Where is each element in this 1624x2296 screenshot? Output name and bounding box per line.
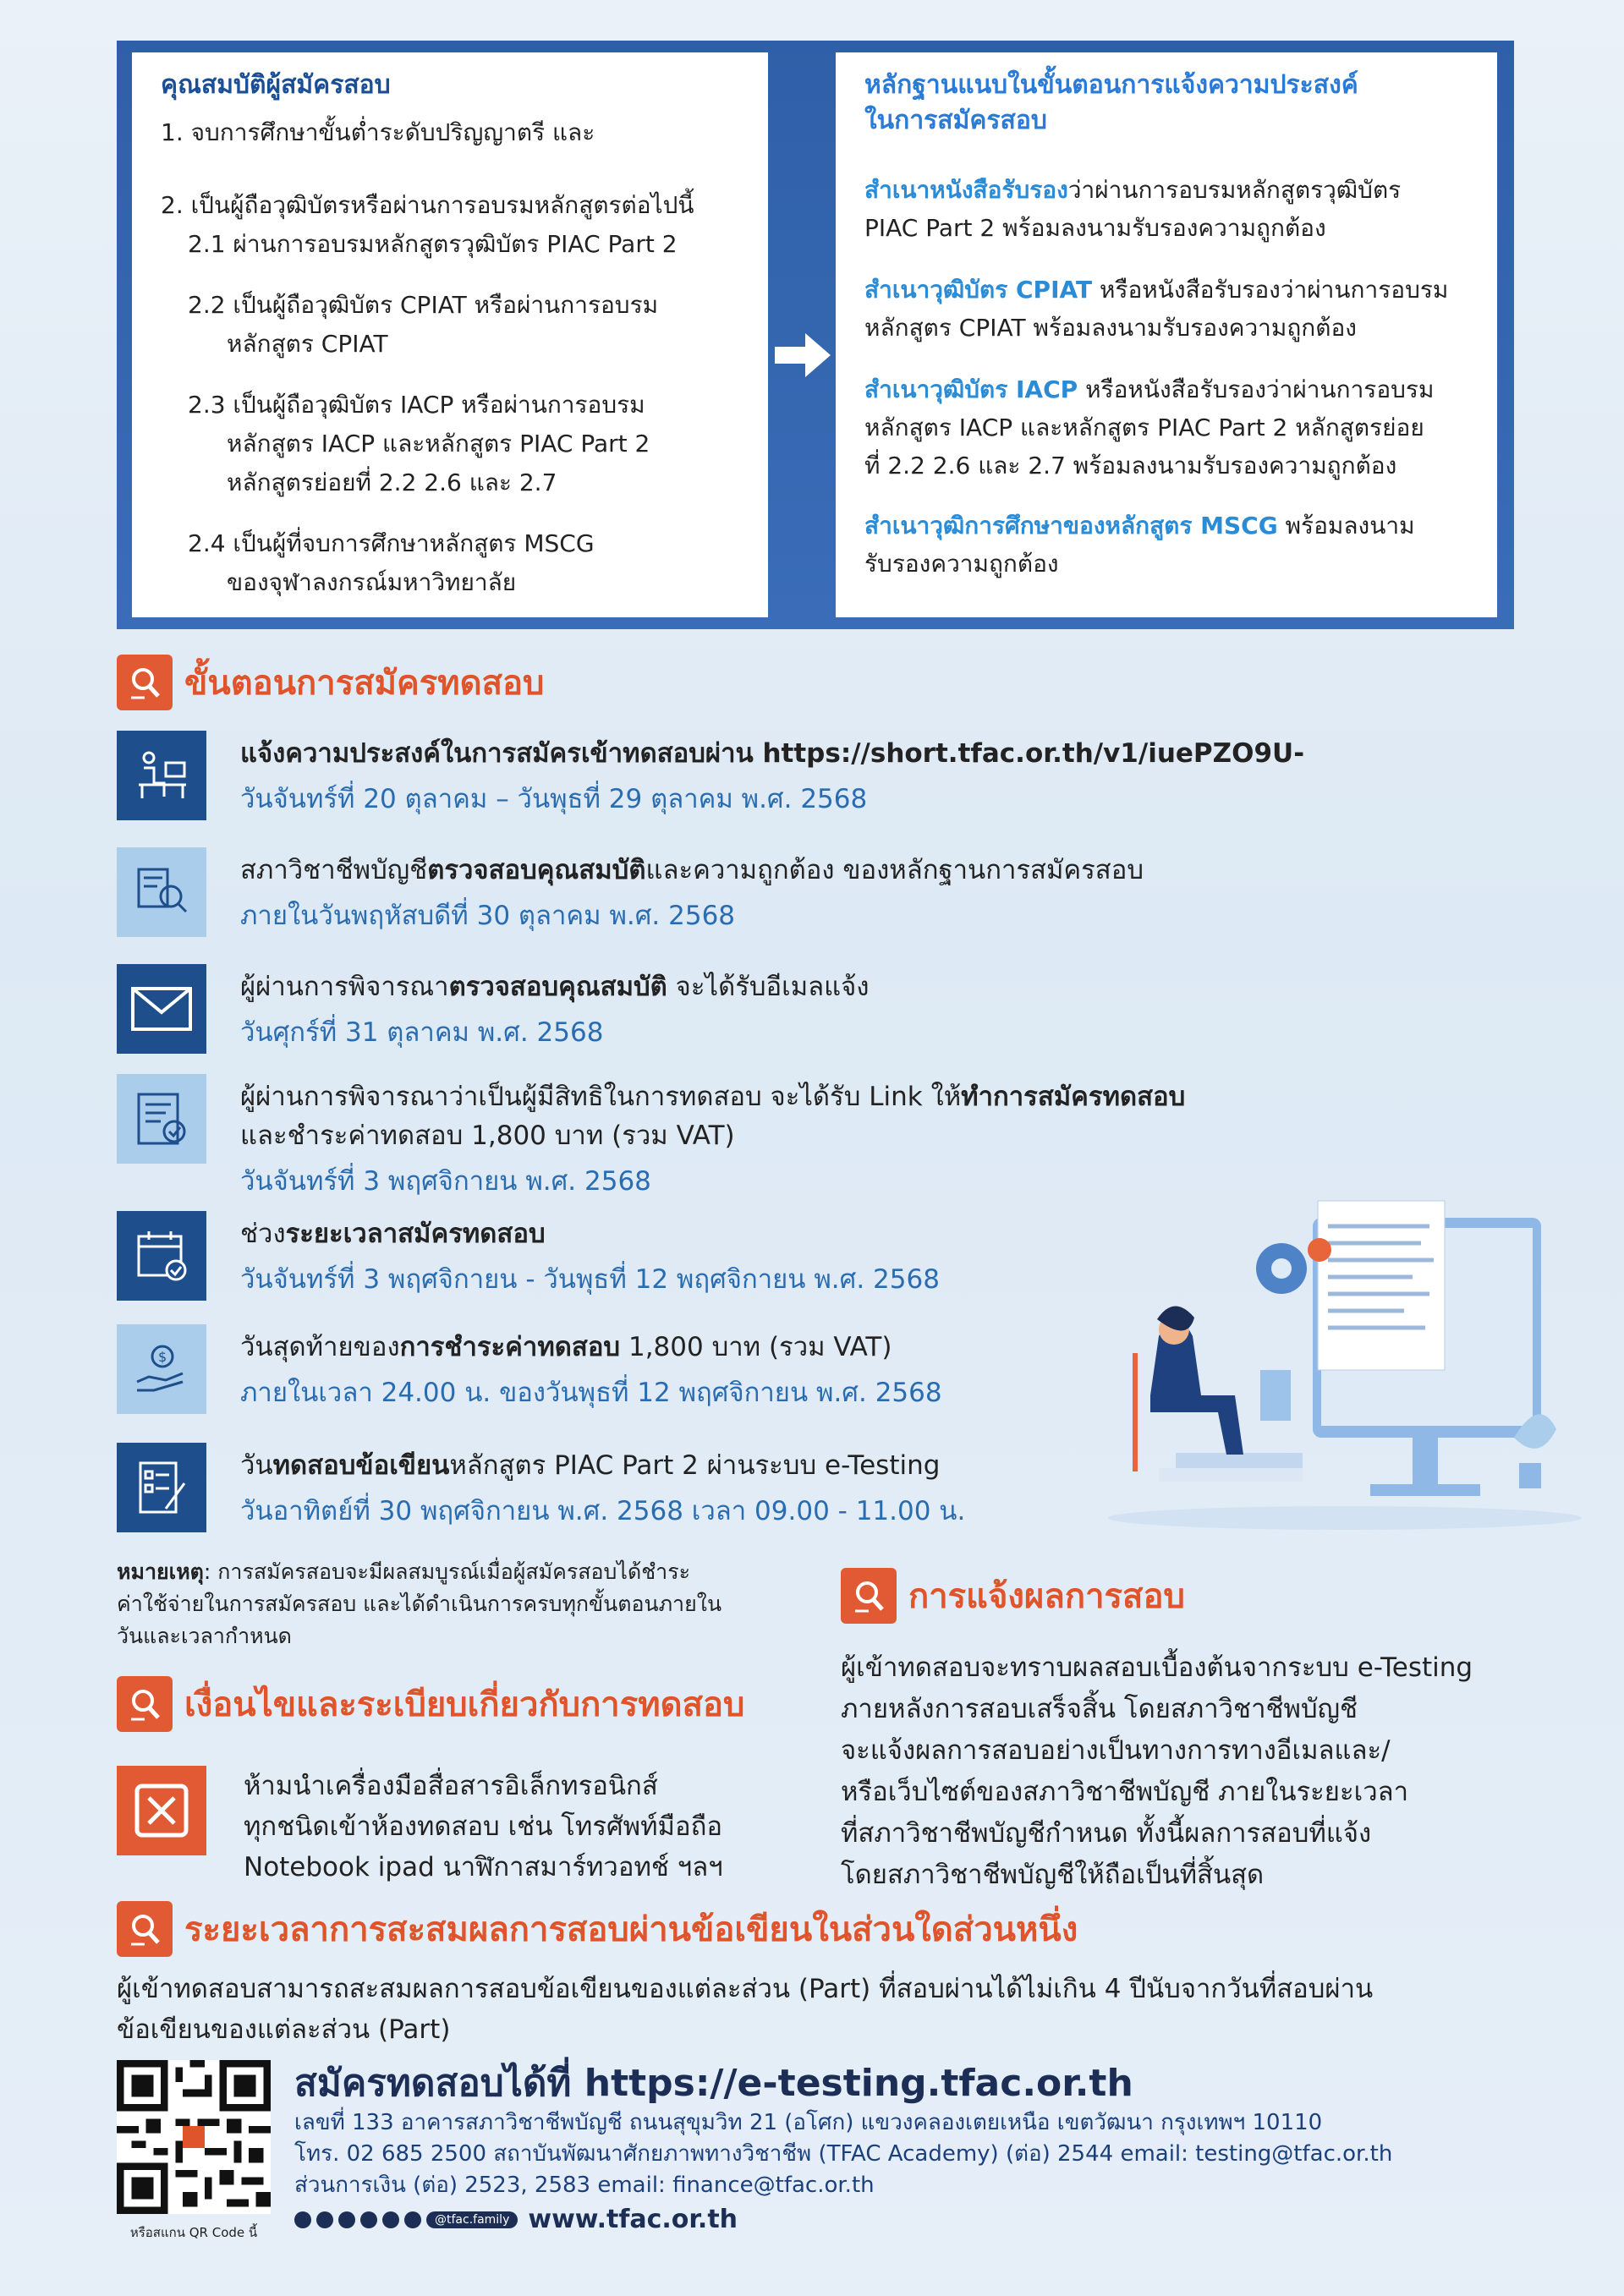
youtube-icon[interactable] bbox=[338, 2211, 355, 2228]
steps-heading-text: ขั้นตอนการสมัครทดสอบ bbox=[184, 664, 545, 703]
step-3-text-bold: ตรวจสอบคุณสมบัติ bbox=[448, 972, 667, 1002]
evidence-3-highlight: สำเนาวุฒิบัตร IACP bbox=[864, 375, 1078, 403]
evidence-item-3 bbox=[864, 370, 1468, 485]
step-3-text-post: จะได้รับอีเมลแจ้ง bbox=[667, 972, 870, 1002]
step-6 bbox=[117, 1324, 942, 1416]
accum-text bbox=[117, 1969, 1521, 2050]
step-6-text bbox=[240, 1324, 942, 1370]
accum-heading bbox=[117, 1901, 1078, 1957]
steps-heading bbox=[117, 655, 544, 710]
evidence-3-text-b: หลักสูตร IACP และหลักสูตร PIAC Part 2 หลักสูตรย่อย bbox=[864, 414, 1424, 441]
results-line-5: ที่สภาวิชาชีพบัญชีกำหนด ทั้งนี้ผลการสอบที่แจ้ง bbox=[841, 1818, 1372, 1849]
step-1-text: แจ้งความประสงค์ในการสมัครเข้าทดสอบผ่าน https://short.tfac.or.th/v1/iuePZO9U- bbox=[240, 738, 1305, 769]
qual-sub-4b: ของจุฬาลงกรณ์มหาวิทยาลัย bbox=[227, 568, 517, 596]
results-heading-text: การแจ้งผลการสอบ bbox=[908, 1577, 1185, 1616]
woman-computer-illustration bbox=[1091, 1184, 1582, 1539]
rules-heading bbox=[117, 1676, 744, 1732]
social-row bbox=[294, 2205, 1392, 2234]
qr-label: หรือสแกน QR Code นี้ bbox=[129, 2225, 258, 2240]
envelope-icon bbox=[117, 964, 206, 1054]
qualifications-title: คุณสมบัติผู้สมัครสอบ bbox=[161, 70, 391, 100]
step-5 bbox=[117, 1211, 940, 1302]
step-7-text-bold: ทดสอบข้อเขียน bbox=[272, 1450, 450, 1481]
results-line-4: หรือเว็บไซต์ของสภาวิชาชีพบัญชี ภายในระยะเวลา bbox=[841, 1777, 1409, 1807]
qual-sub-3c: หลักสูตรย่อยที่ 2.2 2.6 และ 2.7 bbox=[227, 469, 557, 496]
accum-line-1: ผู้เข้าทดสอบสามารถสะสมผลการสอบข้อเขียนของแต่ละส่วน (Part) ที่สอบผ่านได้ไม่เกิน 4 ปีนับจากวันที่สอบผ่าน bbox=[117, 1974, 1374, 2004]
step-3 bbox=[117, 964, 869, 1055]
qual-sub-2a: 2.2 เป็นผู้ถือวุฒิบัตร CPIAT หรือผ่านการอบรม bbox=[188, 291, 659, 319]
results-heading bbox=[841, 1568, 1185, 1624]
evidence-3-text-c: ที่ 2.2 2.6 และ 2.7 พร้อมลงนามรับรองความถูกต้อง bbox=[864, 452, 1397, 479]
evidence-2-text-a: หรือหนังสือรับรองว่าผ่านการอบรม bbox=[1092, 276, 1449, 304]
evidence-title-2: ในการสมัครสอบ bbox=[864, 106, 1047, 135]
evidence-box bbox=[836, 52, 1497, 617]
step-2-text-bold: ตรวจสอบคุณสมบัติ bbox=[427, 855, 646, 885]
qual-sub-3a: 2.3 เป็นผู้ถือวุฒิบัตร IACP หรือผ่านการอบรม bbox=[188, 391, 645, 419]
accum-heading-text: ระยะเวลาการสะสมผลการสอบผ่านข้อเขียนในส่วนใดส่วนหนึ่ง bbox=[184, 1910, 1078, 1949]
results-line-2: ภายหลังการสอบเสร็จสิ้น โดยสภาวิชาชีพบัญชี bbox=[841, 1694, 1358, 1724]
rules-line-3: Notebook ipad นาฬิกาสมาร์ทวอทช์ ฯลฯ bbox=[244, 1852, 723, 1882]
results-line-1: ผู้เข้าทดสอบจะทราบผลสอบเบื้องต้นจากระบบ e-Testing bbox=[841, 1652, 1473, 1683]
step-2-date: ภายในวันพฤหัสบดีที่ 30 ตุลาคม พ.ศ. 2568 bbox=[240, 901, 736, 931]
website-link[interactable]: www.tfac.or.th bbox=[528, 2205, 738, 2234]
search-doc-icon bbox=[117, 655, 173, 710]
search-doc-icon bbox=[117, 1676, 173, 1732]
step-7-text-pre: วัน bbox=[240, 1450, 273, 1481]
step-6-date: ภายในเวลา 24.00 น. ของวันพุธที่ 12 พฤศจิกายน พ.ศ. 2568 bbox=[240, 1378, 942, 1408]
step-5-text-pre: ช่วง bbox=[240, 1219, 286, 1249]
step-7-text-post: หลักสูตร PIAC Part 2 ผ่านระบบ e-Testing bbox=[449, 1450, 941, 1481]
step-3-text bbox=[240, 964, 869, 1010]
step-1-date: วันจันทร์ที่ 20 ตุลาคม – วันพุธที่ 29 ตุลาคม พ.ศ. 2568 bbox=[240, 784, 868, 814]
step-5-text-bold: ระยะเวลาสมัครทดสอบ bbox=[285, 1219, 546, 1249]
step-4-text-b: และชำระค่าทดสอบ 1,800 บาท (รวม VAT) bbox=[240, 1121, 735, 1151]
step-2 bbox=[117, 847, 1144, 939]
evidence-4-text-a: พร้อมลงนาม bbox=[1277, 512, 1415, 540]
instagram-icon[interactable] bbox=[360, 2211, 377, 2228]
footer bbox=[117, 2060, 1392, 2243]
evidence-4-text-b: รับรองความถูกต้อง bbox=[864, 550, 1059, 578]
step-2-text-post: และความถูกต้อง ของหลักฐานการสมัครสอบ bbox=[645, 855, 1144, 885]
step-7-date: วันอาทิตย์ที่ 30 พฤศจิกายน พ.ศ. 2568 เวลา 09.00 - 11.00 น. bbox=[240, 1496, 966, 1526]
search-doc-icon bbox=[841, 1568, 897, 1624]
rules-line-1: ห้ามนำเครื่องมือสื่อสารอิเล็กทรอนิกส์ bbox=[244, 1771, 658, 1801]
evidence-2-text-b: หลักสูตร CPIAT พร้อมลงนามรับรองความถูกต้อง bbox=[864, 314, 1357, 342]
contact-phone: โทร. 02 685 2500 สถาบันพัฒนาศักยภาพทางวิชาชีพ (TFAC Academy) (ต่อ) 2544 email: testing@tfac.or.th bbox=[294, 2141, 1393, 2167]
linkedin-icon[interactable] bbox=[404, 2211, 421, 2228]
step-4-date: วันจันทร์ที่ 3 พฤศจิกายน พ.ศ. 2568 bbox=[240, 1166, 651, 1197]
facebook-icon[interactable] bbox=[294, 2211, 311, 2228]
note-line-3: วันและเวลากำหนด bbox=[117, 1624, 292, 1648]
qr-code[interactable] bbox=[117, 2060, 271, 2214]
address: เลขที่ 133 อาคารสภาวิชาชีพบัญชี ถนนสุขุมวิท 21 (อโศก) แขวงคลองเตยเหนือ เขตวัฒนา กรุงเทพฯ 10110 bbox=[294, 2110, 1323, 2135]
note-line-2: ค่าใช้จ่ายในการสมัครสอบ และได้ดำเนินการครบทุกขั้นตอนภายใน bbox=[117, 1592, 722, 1616]
step-6-text-pre: วันสุดท้ายของ bbox=[240, 1332, 400, 1362]
evidence-item-4 bbox=[864, 507, 1468, 583]
note-label: หมายเหตุ bbox=[117, 1559, 204, 1584]
evidence-1-text-a: ว่าผ่านการอบรมหลักสูตรวุฒิบัตร bbox=[1067, 176, 1402, 204]
qual-sub-2b: หลักสูตร CPIAT bbox=[227, 330, 388, 358]
form-check-icon bbox=[117, 1074, 206, 1164]
step-4 bbox=[117, 1074, 1185, 1204]
step-5-date: วันจันทร์ที่ 3 พฤศจิกายน - วันพุธที่ 12 พฤศจิกายน พ.ศ. 2568 bbox=[240, 1264, 940, 1295]
note bbox=[117, 1556, 776, 1652]
results-line-3: จะแจ้งผลการสอบอย่างเป็นทางการทางอีเมลและ/ bbox=[841, 1735, 1391, 1766]
messenger-icon[interactable] bbox=[316, 2211, 333, 2228]
step-7-text bbox=[240, 1443, 965, 1488]
evidence-1-text-b: PIAC Part 2 พร้อมลงนามรับรองความถูกต้อง bbox=[864, 214, 1326, 242]
desk-worker-icon bbox=[117, 731, 206, 820]
calendar-check-icon bbox=[117, 1211, 206, 1301]
svg-text:$: $ bbox=[158, 1349, 167, 1365]
evidence-1-highlight: สำเนาหนังสือรับรอง bbox=[864, 176, 1068, 204]
step-3-date: วันศุกร์ที่ 31 ตุลาคม พ.ศ. 2568 bbox=[240, 1017, 604, 1048]
results-text bbox=[841, 1647, 1501, 1896]
evidence-item-1 bbox=[864, 171, 1468, 247]
arrow-right-icon bbox=[768, 321, 836, 389]
qual-item-2: 2. เป็นผู้ถือวุฒิบัตรหรือผ่านการอบรมหลักสูตรต่อไปนี้ bbox=[161, 191, 694, 219]
qual-item-1: 1. จบการศึกษาขั้นต่ำระดับปริญญาตรี และ bbox=[161, 118, 595, 146]
step-7 bbox=[117, 1443, 965, 1534]
step-4-text-bold: ทำการสมัครทดสอบ bbox=[961, 1082, 1186, 1112]
step-4-text-pre: ผู้ผ่านการพิจารณาว่าเป็นผู้มีสิทธิในการทดสอบ จะได้รับ Link ให้ bbox=[240, 1082, 962, 1112]
rules-heading-text: เงื่อนไขและระเบียบเกี่ยวกับการทดสอบ bbox=[184, 1685, 745, 1724]
evidence-title-1: หลักฐานแนบในขั้นตอนการแจ้งความประสงค์ bbox=[864, 70, 1358, 100]
search-doc-icon bbox=[117, 1901, 173, 1957]
qual-sub-4a: 2.4 เป็นผู้ที่จบการศึกษาหลักสูตร MSCG bbox=[188, 529, 595, 557]
finance-contact: ส่วนการเงิน (ต่อ) 2523, 2583 email: finance@tfac.or.th bbox=[294, 2173, 875, 2198]
checklist-search-icon bbox=[117, 847, 206, 937]
evidence-2-highlight: สำเนาวุฒิบัตร CPIAT bbox=[864, 276, 1093, 304]
evidence-item-2 bbox=[864, 271, 1468, 347]
qualifications-box bbox=[132, 52, 768, 617]
coin-hand-icon bbox=[117, 1324, 206, 1414]
evidence-3-text-a: หรือหนังสือรับรองว่าผ่านการอบรม bbox=[1078, 375, 1435, 403]
rules-line-2: ทุกชนิดเข้าห้องทดสอบ เช่น โทรศัพท์มือถือ bbox=[244, 1811, 722, 1842]
step-6-text-bold: การชำระค่าทดสอบ bbox=[399, 1332, 621, 1362]
rules-box bbox=[117, 1766, 723, 1888]
qual-sub-3b: หลักสูตร IACP และหลักสูตร PIAC Part 2 bbox=[227, 430, 650, 458]
tiktok-icon[interactable] bbox=[382, 2211, 399, 2228]
register-link[interactable]: สมัครทดสอบได้ที่ https://e-testing.tfac.or.th bbox=[294, 2062, 1133, 2105]
note-line-1: : การสมัครสอบจะมีผลสมบูรณ์เมื่อผู้สมัครสอบได้ชำระ bbox=[203, 1559, 691, 1584]
step-3-text-pre: ผู้ผ่านการพิจารณา bbox=[240, 972, 449, 1002]
step-2-text bbox=[240, 847, 1144, 893]
qual-sub-1: 2.1 ผ่านการอบรมหลักสูตรวุฒิบัตร PIAC Part 2 bbox=[188, 230, 678, 258]
step-1 bbox=[117, 731, 1304, 822]
step-5-text bbox=[240, 1211, 940, 1257]
accum-line-2: ข้อเขียนของแต่ละส่วน (Part) bbox=[117, 2014, 451, 2045]
step-2-text-pre: สภาวิชาชีพบัญชี bbox=[240, 855, 428, 885]
exam-sheet-icon bbox=[117, 1443, 206, 1532]
social-handle[interactable]: @tfac.family bbox=[426, 2211, 518, 2228]
results-line-6: โดยสภาวิชาชีพบัญชีให้ถือเป็นที่สิ้นสุด bbox=[841, 1860, 1265, 1890]
prohibited-x-icon bbox=[117, 1766, 206, 1855]
evidence-4-highlight: สำเนาวุฒิการศึกษาของหลักสูตร MSCG bbox=[864, 512, 1278, 540]
step-6-text-post: 1,800 บาท (รวม VAT) bbox=[620, 1332, 892, 1362]
